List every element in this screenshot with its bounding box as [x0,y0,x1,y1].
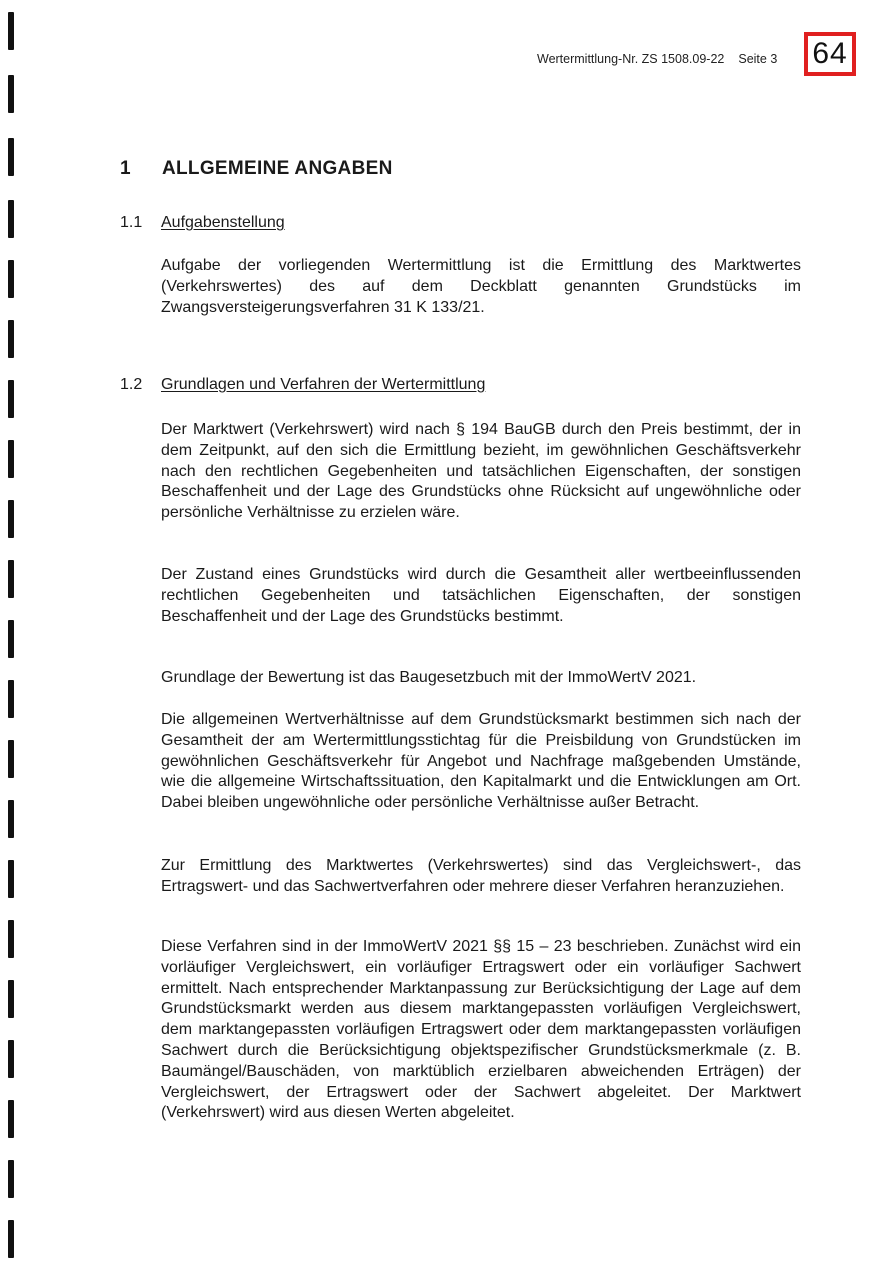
paragraph: Der Zustand eines Grundstücks wird durch die Gesamtheit aller wertbeeinflussenden rechtlichen Gegebenheiten und tatsächlichen Eigenschaften, der sonstigen Beschaffenheit und der Lage des Grundstücks bestimmt. [161,566,801,625]
binding-hole [8,320,14,358]
binding-hole [8,1100,14,1138]
binding-hole [8,260,14,298]
page-number-badge: 64 [804,32,856,76]
subsection-heading [120,376,485,394]
binding-hole [8,860,14,898]
paragraph: Die allgemeinen Wertverhältnisse auf dem Grundstücksmarkt bestimmen sich nach der Gesamtheit der am Wertermittlungsstichtag für die Preisbildung von Grundstücken im gewöhnlichen Geschäftsverkehr für Angebot und Nachfrage maßgebenden Umstände, wie die allgemeine Wirtschaftssituation, den Kapitalmarkt und die Entwicklungen am Ort. Dabei bleiben ungewöhnliche oder persönliche Verhältnisse außer Betracht. [161,711,801,812]
subsection-title: Aufgabenstellung [161,214,285,231]
paragraph: Diese Verfahren sind in der ImmoWertV 2021 §§ 15 – 23 beschrieben. Zunächst wird ein vorläufiger Vergleichswert, ein vorläufiger Ertragswert oder ein vorläufiger Sachwert ermittelt. Nach entsprechender Marktanpassung zur Berücksichtigung der Lage auf dem Grundstücksmarkt werden aus diesem marktangepassten vorläufigen Vergleichswert, dem marktangepassten vorläufigen Ertragswert oder dem marktangepassten vorläufigen Sachwert durch die Berücksichtigung objektspezifischer Grundstücksmerkmale (z. B. Baumängel/Bauschäden, von marktüblich erzielbaren abweichenden Erträgen) der Vergleichswert, der Ertragswert oder der Sachwert abgeleitet. Der Marktwert (Verkehrswert) wird aus diesen Werten abgeleitet. [161,938,801,1122]
binding-hole [8,500,14,538]
binding-hole [8,680,14,718]
binding-strip [0,0,20,1262]
binding-hole [8,920,14,958]
paragraph: Aufgabe der vorliegenden Wertermittlung ist die Ermittlung des Marktwertes (Verkehrswertes) des auf dem Deckblatt genannten Grundstücks im Zwangsversteigerungsverfahren 31 K 133/21. [161,257,801,316]
binding-hole [8,620,14,658]
paragraph: Zur Ermittlung des Marktwertes (Verkehrswertes) sind das Vergleichswert-, das Ertragswert- und das Sachwertverfahren oder mehrere dieser Verfahren heranzuziehen. [161,857,801,895]
paragraph: Der Marktwert (Verkehrswert) wird nach § 194 BauGB durch den Preis bestimmt, der in dem Zeitpunkt, auf den sich die Ermittlung bezieht, im gewöhnlichen Geschäftsverkehr nach den rechtlichen Gegebenheiten und tatsächlichen Eigenschaften, der sonstigen Beschaffenheit und der Lage des Grundstücks ohne Rücksicht auf ungewöhnliche oder persönliche Verhältnisse zu erzielen wäre. [161,421,801,522]
binding-hole [8,380,14,418]
binding-hole [8,1040,14,1078]
binding-hole [8,12,14,50]
subsection-heading [120,214,285,232]
binding-hole [8,740,14,778]
binding-hole [8,440,14,478]
binding-hole [8,560,14,598]
page-label: Seite 3 [738,52,778,66]
binding-hole [8,200,14,238]
binding-hole [8,75,14,113]
doc-number: Wertermittlung-Nr. ZS 1508.09-22 [537,52,725,66]
page-header [537,52,777,66]
paragraph: Grundlage der Bewertung ist das Baugesetzbuch mit der ImmoWertV 2021. [161,669,697,686]
section-number: 1 [120,158,131,179]
binding-hole [8,1160,14,1198]
subsection-title: Grundlagen und Verfahren der Wertermittlung [161,376,486,393]
section-title: ALLGEMEINE ANGABEN [162,158,393,179]
binding-hole [8,1220,14,1258]
section-heading [120,158,393,180]
binding-hole [8,980,14,1018]
subsection-number: 1.2 [120,376,143,393]
binding-hole [8,138,14,176]
binding-hole [8,800,14,838]
subsection-number: 1.1 [120,214,143,231]
